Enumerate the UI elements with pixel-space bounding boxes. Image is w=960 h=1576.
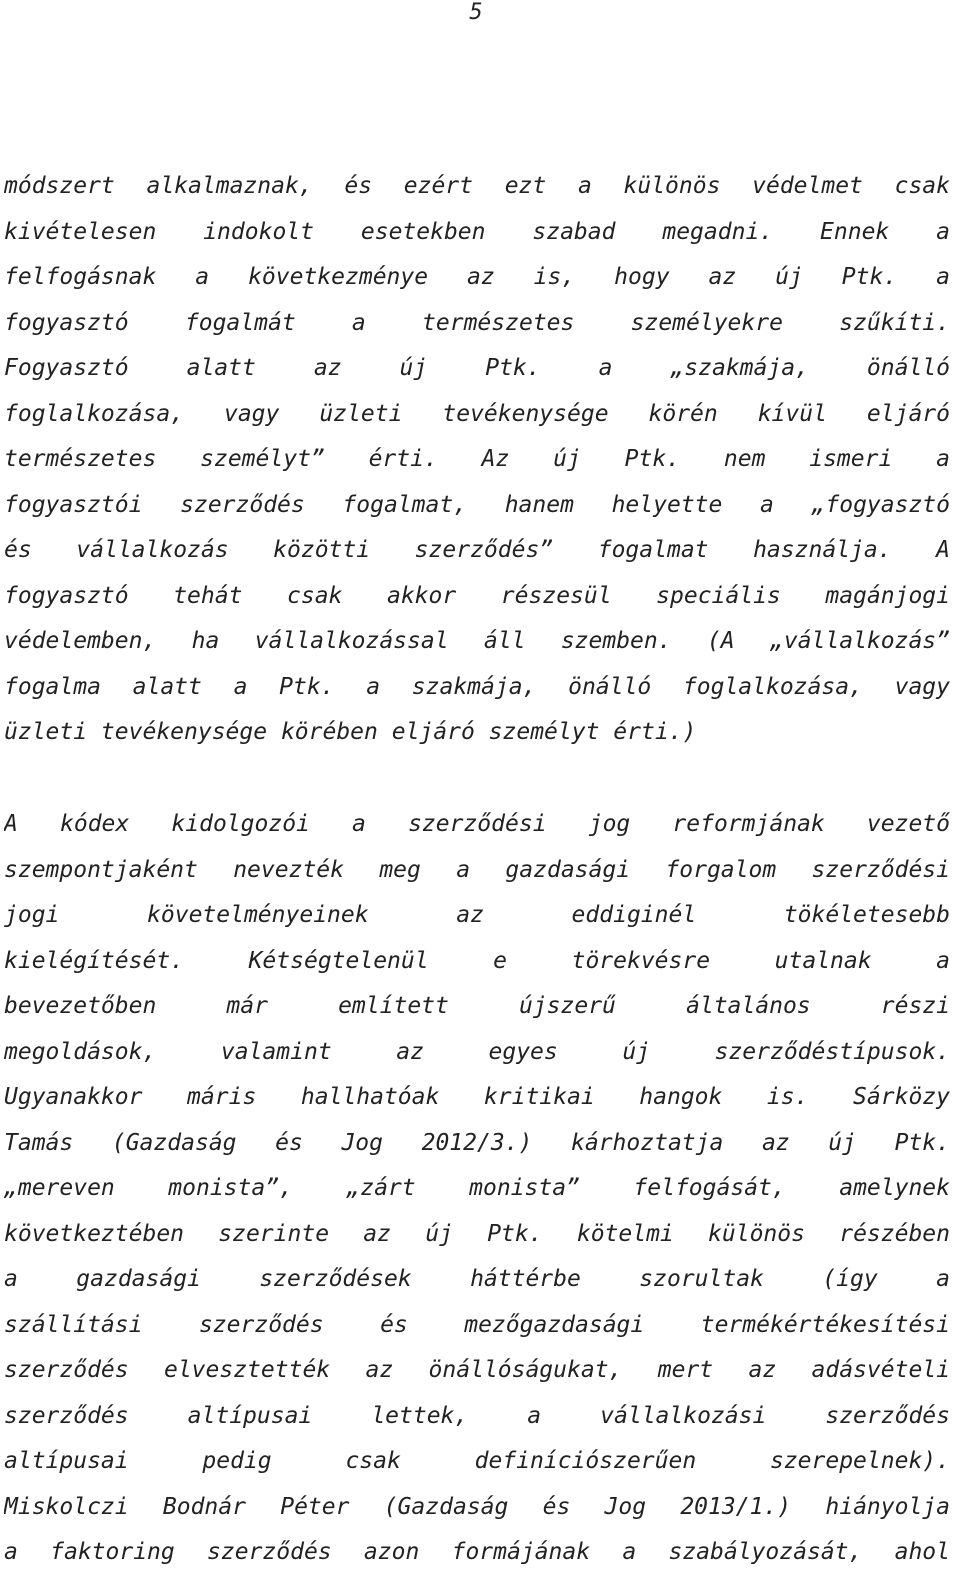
- text-line: fogyasztó tehát csak akkor részesül speciális magánjogi: [4, 582, 950, 609]
- text-line: szempontjaként nevezték meg a gazdasági forgalom szerződési: [4, 856, 950, 883]
- page-number: 5: [469, 0, 483, 25]
- text-line: a faktoring szerződés azon formájának a szabályozását, ahol: [4, 1539, 950, 1565]
- text-line: bevezetőben már említett újszerű általános részi: [4, 993, 950, 1019]
- text-line: fogyasztói szerződés fogalmat, hanem helyette a „fogyasztó: [4, 491, 950, 518]
- text-line: Fogyasztó alatt az új Ptk. a „szakmája, önálló: [4, 355, 950, 381]
- text-line: természetes személyt” érti. Az új Ptk. nem ismeri a: [4, 446, 950, 472]
- text-line: felfogásnak a következménye az is, hogy az új Ptk. a: [4, 264, 950, 290]
- text-line: következtében szerinte az új Ptk. kötelmi különös részében: [4, 1220, 950, 1247]
- text-line: fogalma alatt a Ptk. a szakmája, önálló foglalkozása, vagy: [4, 673, 950, 700]
- text-line: Miskolczi Bodnár Péter (Gazdaság és Jog 2013/1.) hiányolja: [4, 1493, 950, 1520]
- text-line: altípusai pedig csak definíciószerűen szerepelnek).: [4, 1448, 950, 1474]
- text-line: jogi követelményeinek az eddiginél tökéletesebb: [4, 902, 950, 928]
- paragraph-1: [4, 164, 950, 756]
- text-line: megoldások, valamint az egyes új szerződéstípusok.: [4, 1038, 950, 1065]
- text-line: kielégítését. Kétségtelenül e törekvésre utalnak a: [4, 947, 950, 974]
- text-line: védelemben, ha vállalkozással áll szemben. (A „vállalkozás”: [4, 628, 950, 654]
- text-line: szerződés elvesztették az önállóságukat, mert az adásvételi: [4, 1357, 950, 1383]
- text-line: fogyasztó fogalmát a természetes személyekre szűkíti.: [4, 309, 950, 336]
- text-line: a gazdasági szerződések háttérbe szorultak (így a: [4, 1266, 950, 1292]
- text-line: üzleti tevékenysége körében eljáró személyt érti.): [4, 719, 697, 745]
- text-line: módszert alkalmaznak, és ezért ezt a különös védelmet csak: [4, 173, 950, 199]
- paragraph-2: [4, 802, 950, 1576]
- text-line: kivételesen indokolt esetekben szabad megadni. Ennek a: [4, 218, 950, 245]
- text-line: Tamás (Gazdaság és Jog 2012/3.) kárhoztatja az új Ptk.: [4, 1129, 950, 1156]
- text-line: szerződés altípusai lettek, a vállalkozási szerződés: [4, 1402, 950, 1429]
- text-line: Ugyanakkor máris hallhatóak kritikai hangok is. Sárközy: [4, 1084, 950, 1110]
- text-line: szállítási szerződés és mezőgazdasági termékértékesítési: [4, 1311, 950, 1338]
- text-line: A kódex kidolgozói a szerződési jog reformjának vezető: [4, 811, 950, 837]
- text-line: „mereven monista”, „zárt monista” felfogását, amelynek: [4, 1175, 950, 1201]
- text-line: és vállalkozás közötti szerződés” fogalmat használja. A: [4, 537, 950, 563]
- text-line: foglalkozása, vagy üzleti tevékenysége körén kívül eljáró: [4, 400, 950, 427]
